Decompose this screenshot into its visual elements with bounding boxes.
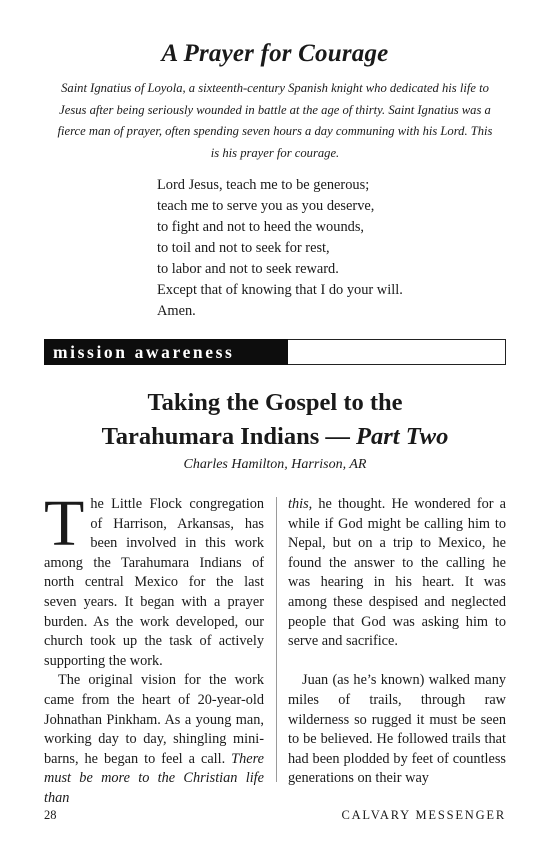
prayer-line: to labor and not to seek reward. bbox=[157, 261, 339, 277]
paragraph-text: Juan (as he’s known) walked many miles of trails, through raw wilderness so rugged it must be seen to be believed. He followed trails that had been plodded by feet of countless generations on their way bbox=[288, 672, 506, 787]
section-header-bar bbox=[44, 339, 506, 365]
article-byline: Charles Hamilton, Harrison, AR bbox=[183, 457, 367, 472]
publication-name: CALVARY MESSENGER bbox=[341, 808, 506, 822]
prayer-line: Except that of knowing that I do your will. bbox=[157, 282, 403, 298]
prayer-line: to toil and not to seek for rest, bbox=[157, 240, 330, 256]
prayer-title: A Prayer for Courage bbox=[161, 40, 389, 67]
page-number: 28 bbox=[44, 808, 57, 822]
article-title-part: Part Two bbox=[356, 423, 449, 450]
article-paragraph bbox=[288, 495, 506, 652]
prayer-intro bbox=[54, 78, 496, 164]
paragraph-text: The original vision for the work came from the heart of 20-year-old Johnathan Pinkham. As a young man, working day to day, shingling mini-barns, he began to feel a call. bbox=[44, 672, 264, 767]
paragraph-text: he Little Flock congregation of Harrison, Arkansas, has been involved in this work among the Tarahumara Indians of north central Mexico for the last seven years. It began with a prayer burden. As the work developed, our church took up the task of actively supporting the work. bbox=[44, 496, 264, 669]
article-title bbox=[0, 386, 550, 454]
article-column-left bbox=[44, 487, 264, 809]
article-paragraph bbox=[44, 671, 264, 808]
article-paragraph bbox=[288, 671, 506, 789]
paragraph-italic-text: There must be more to the Christian life than bbox=[44, 750, 264, 806]
article-title-line-2 bbox=[0, 420, 550, 454]
drop-cap: T bbox=[44, 487, 85, 560]
prayer-line: to fight and not to heed the wounds, bbox=[157, 219, 365, 235]
section-label: mission awareness bbox=[44, 339, 288, 365]
paragraph-text: he thought. He wondered for a while if God might be calling him to Nepal, but on a trip to Mexico, he found the answer to the calling he was hearing in his heart. It was among these despised and neglected people that God was asking him to serve and sacrifice. bbox=[288, 496, 506, 650]
article-paragraph bbox=[44, 487, 264, 671]
article-title-line-1: Taking the Gospel to the bbox=[147, 389, 403, 416]
prayer-text bbox=[157, 175, 447, 322]
column-divider bbox=[276, 497, 277, 782]
paragraph-italic-text: this, bbox=[288, 496, 313, 512]
prayer-line: teach me to serve you as you deserve, bbox=[157, 198, 375, 214]
article-title-main: Tarahumara Indians — bbox=[101, 423, 357, 450]
article-column-right bbox=[288, 495, 506, 789]
prayer-intro-text: Saint Ignatius of Loyola, a sixteenth-century Spanish knight who dedicated his life to Jesus after being seriously wounded in battle at the age of thirty. Saint Ignatius was a fierce man of prayer, often spending seven hours a day communing with his Lord. This is his prayer for courage. bbox=[57, 81, 493, 160]
prayer-line: Amen. bbox=[157, 303, 196, 319]
prayer-line: Lord Jesus, teach me to be generous; bbox=[157, 177, 370, 193]
